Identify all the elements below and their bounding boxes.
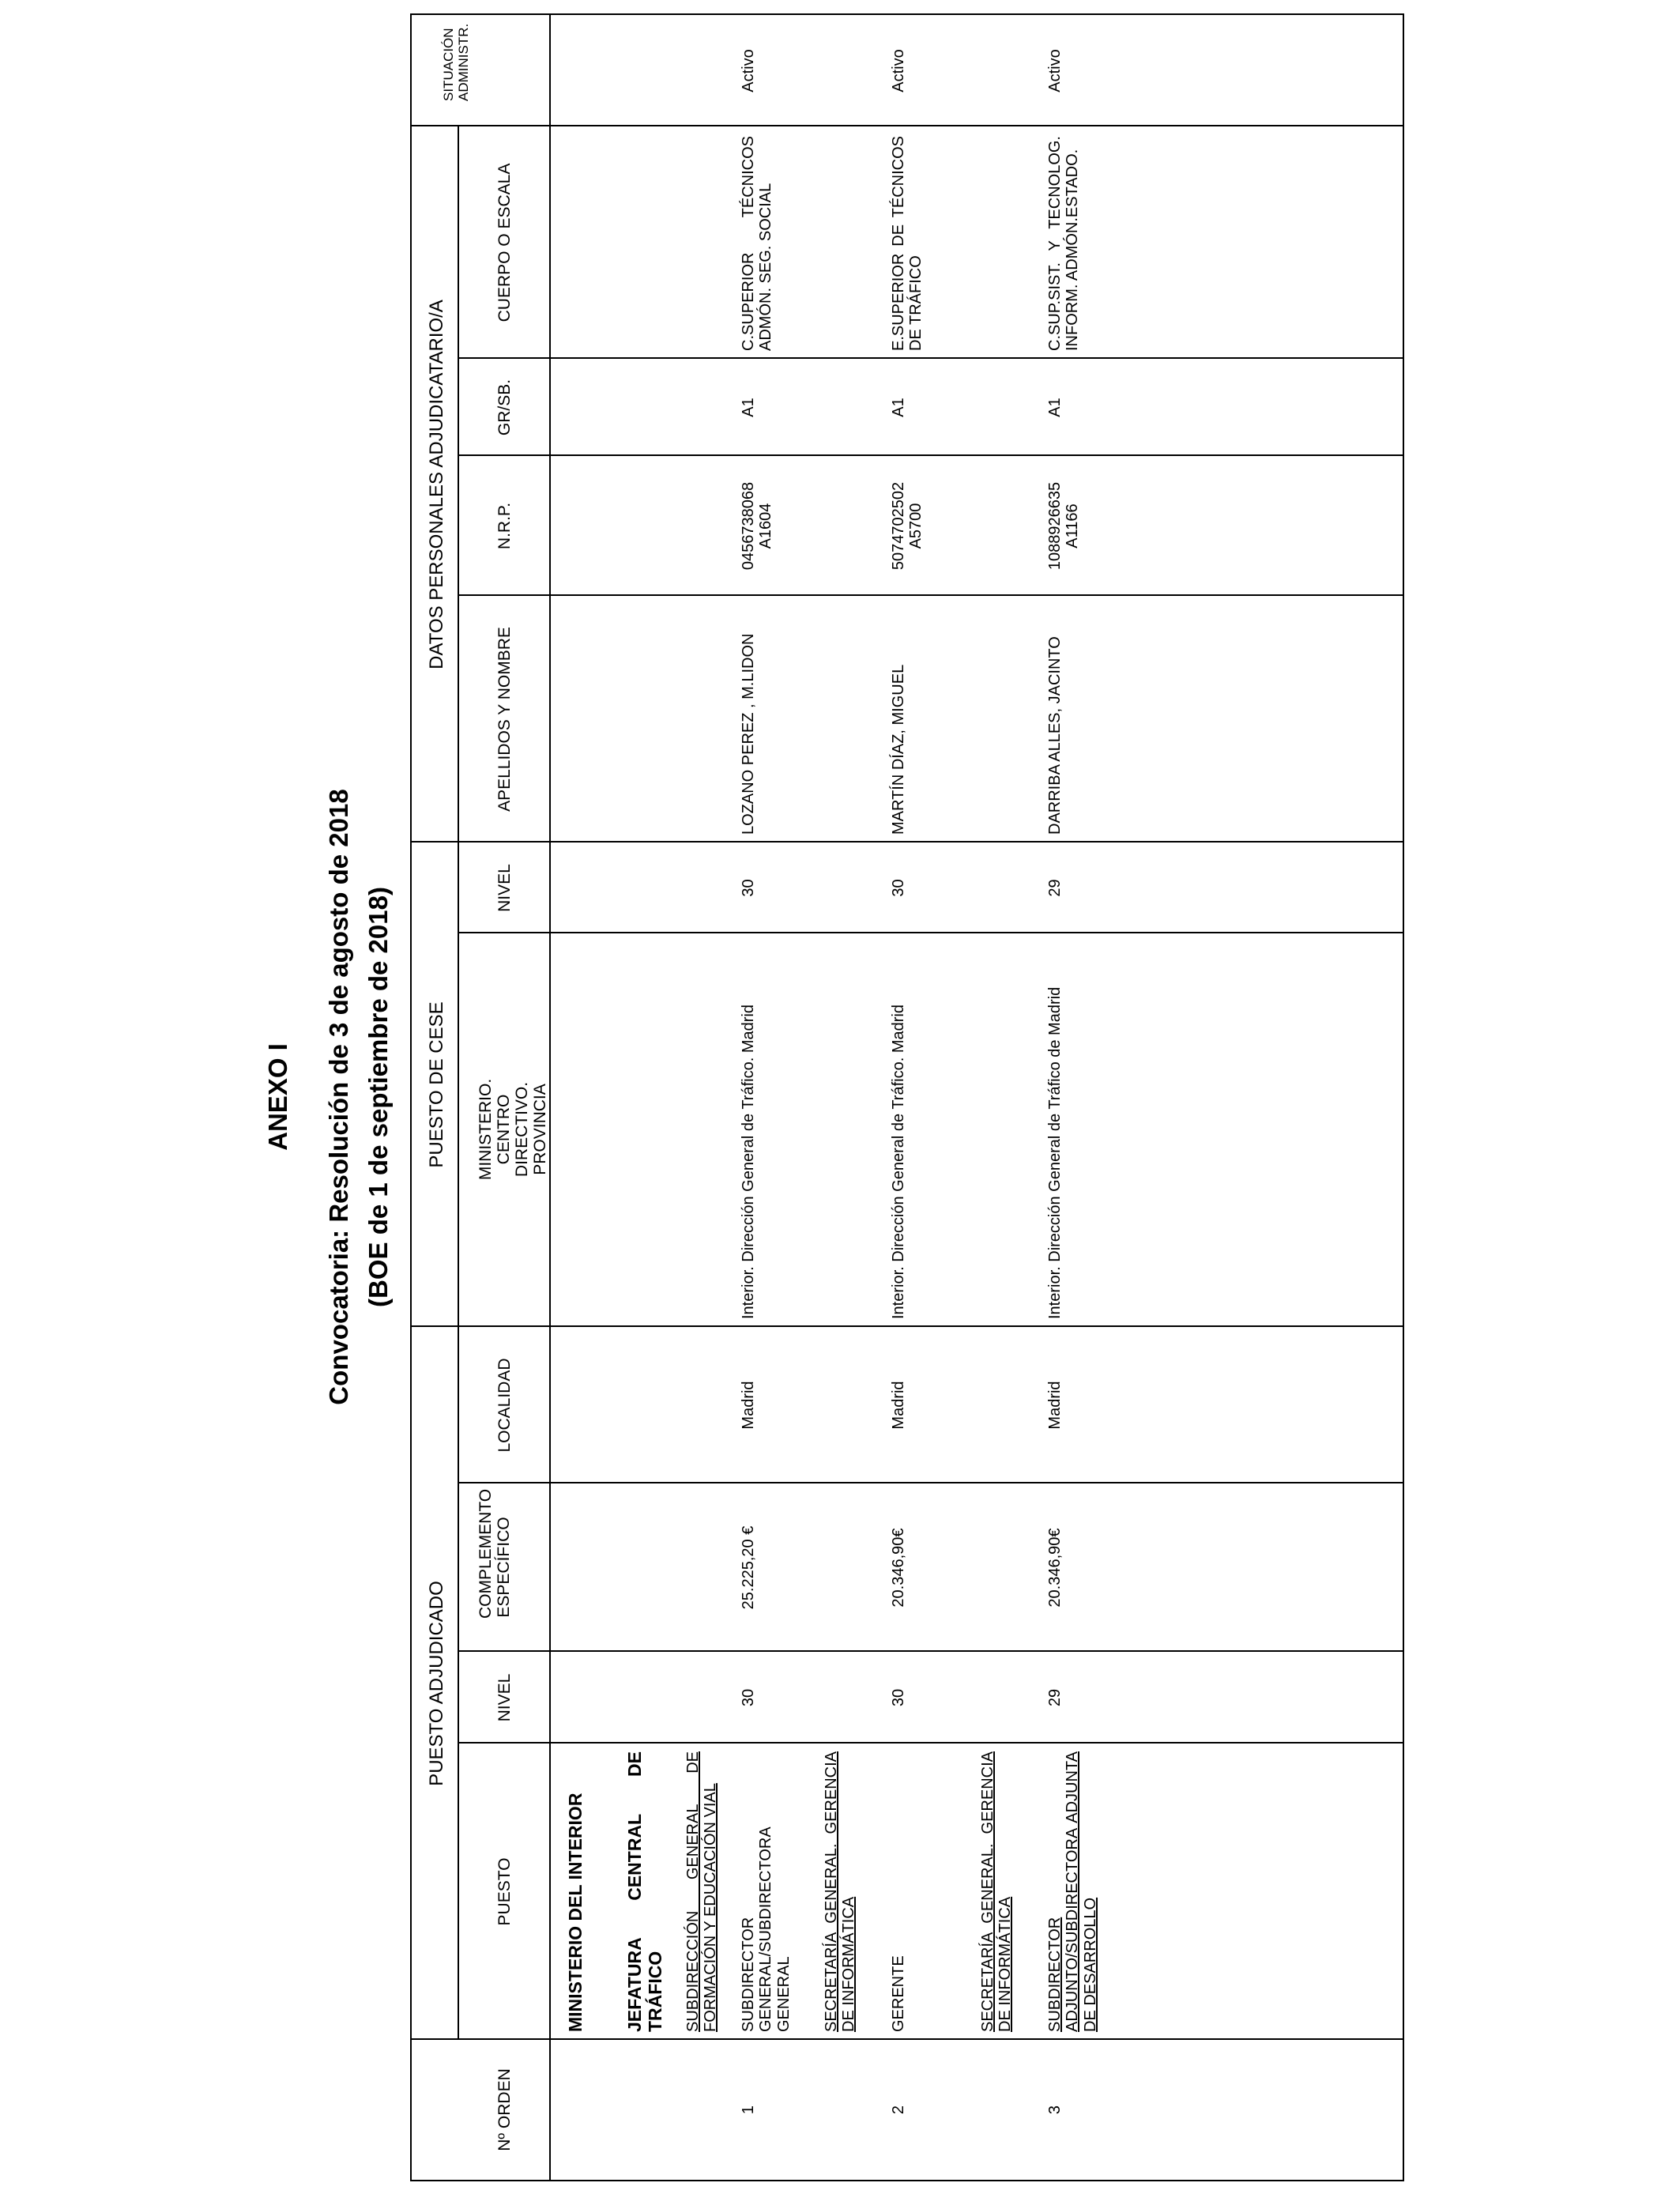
row1-nrp — [740, 456, 775, 596]
header-cuerpo: CUERPO O ESCALA — [495, 163, 514, 322]
row2-cuerpo: E.SUPERIOR DE TÉCNICOS DE TRÁFICO — [890, 136, 925, 351]
call-subtitle: Convocatoria: Resolución de 3 de agosto de 2018 — [324, 789, 353, 1405]
section-jefatura: JEFATURA CENTRAL DE TRÁFICO — [624, 1751, 665, 2032]
row2-grsb: A1 — [890, 398, 907, 417]
boe-subtitle: (BOE de 1 de septiembre de 2018) — [363, 887, 393, 1307]
row3-localidad: Madrid — [1046, 1381, 1064, 1430]
row2-apellidos: MARTÍN DÍAZ, MIGUEL — [890, 664, 907, 835]
section-secretaria-1: SECRETARÍA GENERAL. GERENCIA DE INFORMÁTICA — [823, 1751, 858, 2032]
header-nivel: NIVEL — [495, 1673, 514, 1722]
row3-situacion: Activo — [1046, 49, 1064, 92]
annex-table — [410, 13, 1404, 2181]
group-puesto-cese: PUESTO DE CESE — [426, 1001, 447, 1168]
group-puesto-adjudicado: PUESTO ADJUDICADO — [426, 1581, 447, 1786]
col-divider — [459, 1650, 1403, 1652]
row3-ministerio: Interior. Dirección General de Tráfico de Madrid — [1046, 986, 1064, 1319]
annex-title: ANEXO I — [263, 1043, 292, 1151]
row3-nivel: 29 — [1046, 1688, 1064, 1707]
row2-nivel-cese: 30 — [890, 879, 907, 897]
row1-complemento: 25.225,20 € — [740, 1525, 757, 1610]
row2-nrp — [890, 456, 925, 596]
group-datos-personales: DATOS PERSONALES ADJUDICATARIO/A — [426, 300, 447, 669]
row3-nrp — [1046, 456, 1082, 596]
section-ministerio: MINISTERIO DEL INTERIOR — [565, 1793, 586, 2032]
row3-nivel-cese: 29 — [1046, 879, 1064, 897]
row2-nrp-code: A5700 — [907, 503, 925, 549]
header-complemento: COMPLEMENTO ESPECÍFICO — [477, 1488, 514, 1619]
row3-apellidos: DARRIBA ALLES, JACINTO — [1046, 636, 1064, 835]
header-nrp: N.R.P. — [495, 502, 514, 550]
row2-orden: 2 — [890, 2105, 907, 2115]
row3-puesto: SUBDIRECTOR ADJUNTO/SUBDIRECTORA ADJUNTA DE DESARROLLO — [1046, 1751, 1099, 2032]
row3-complemento: 20.346,90€ — [1046, 1528, 1064, 1608]
row1-cuerpo: C.SUPERIOR TÉCNICOS ADMÓN. SEG. SOCIAL — [740, 136, 775, 351]
row1-apellidos: LOZANO PEREZ , M.LIDON — [740, 633, 757, 835]
header-localidad: LOCALIDAD — [495, 1358, 514, 1453]
col-divider — [459, 1482, 1403, 1483]
row1-orden: 1 — [740, 2105, 757, 2115]
header-nivel-cese: NIVEL — [495, 864, 514, 912]
row1-situacion: Activo — [740, 49, 757, 92]
row3-orden: 3 — [1046, 2105, 1064, 2115]
header-apellidos: APELLIDOS Y NOMBRE — [495, 627, 514, 812]
col-divider — [459, 594, 1403, 596]
row1-nrp-code: A1604 — [757, 503, 775, 549]
col-divider — [459, 357, 1403, 359]
row2-puesto: GERENTE — [890, 1955, 907, 2032]
row2-localidad: Madrid — [890, 1381, 907, 1430]
header-grsb: GR/SB. — [495, 379, 514, 436]
row1-ministerio: Interior. Dirección General de Tráfico. Madrid — [740, 1005, 757, 1319]
row3-grsb: A1 — [1046, 398, 1064, 417]
row2-situacion: Activo — [890, 49, 907, 92]
section-secretaria-2: SECRETARÍA GENERAL. GERENCIA DE INFORMÁTICA — [979, 1751, 1015, 2032]
row1-grsb: A1 — [740, 398, 757, 417]
row3-nrp-code: A1166 — [1064, 503, 1082, 548]
header-situacion: SITUACIÓN ADMINISTR. — [441, 23, 471, 101]
row2-complemento: 20.346,90€ — [890, 1528, 907, 1608]
row1-localidad: Madrid — [740, 1381, 757, 1430]
section-subdireccion: SUBDIRECCIÓN GENERAL DE FORMACIÓN Y EDUCACIÓN VIAL — [684, 1751, 720, 2032]
header-orden: Nº ORDEN — [495, 2068, 514, 2151]
col-divider — [459, 932, 1403, 933]
col-divider — [459, 454, 1403, 456]
row1-nivel-cese: 30 — [740, 879, 757, 897]
row2-nivel: 30 — [890, 1688, 907, 1707]
row3-cuerpo: C.SUP.SIST. Y TECNOLOG. INFORM. ADMÓN.ESTADO. — [1046, 136, 1082, 351]
row-divider — [458, 126, 459, 2040]
header-ministerio: MINISTERIO. CENTRO DIRECTIVO. PROVINCIA — [477, 1078, 550, 1181]
row1-puesto: SUBDIRECTOR GENERAL/SUBDIRECTORA GENERAL — [740, 1826, 793, 2032]
row2-ministerio: Interior. Dirección General de Tráfico. Madrid — [890, 1005, 907, 1319]
header-puesto: PUESTO — [495, 1857, 514, 1926]
row3-nrp-number: 1088926635 — [1046, 481, 1064, 571]
row1-nrp-number: 0456738068 — [740, 481, 757, 571]
col-divider — [459, 1742, 1403, 1744]
row2-nrp-number: 5074702502 — [890, 481, 907, 571]
row1-nivel: 30 — [740, 1688, 757, 1707]
